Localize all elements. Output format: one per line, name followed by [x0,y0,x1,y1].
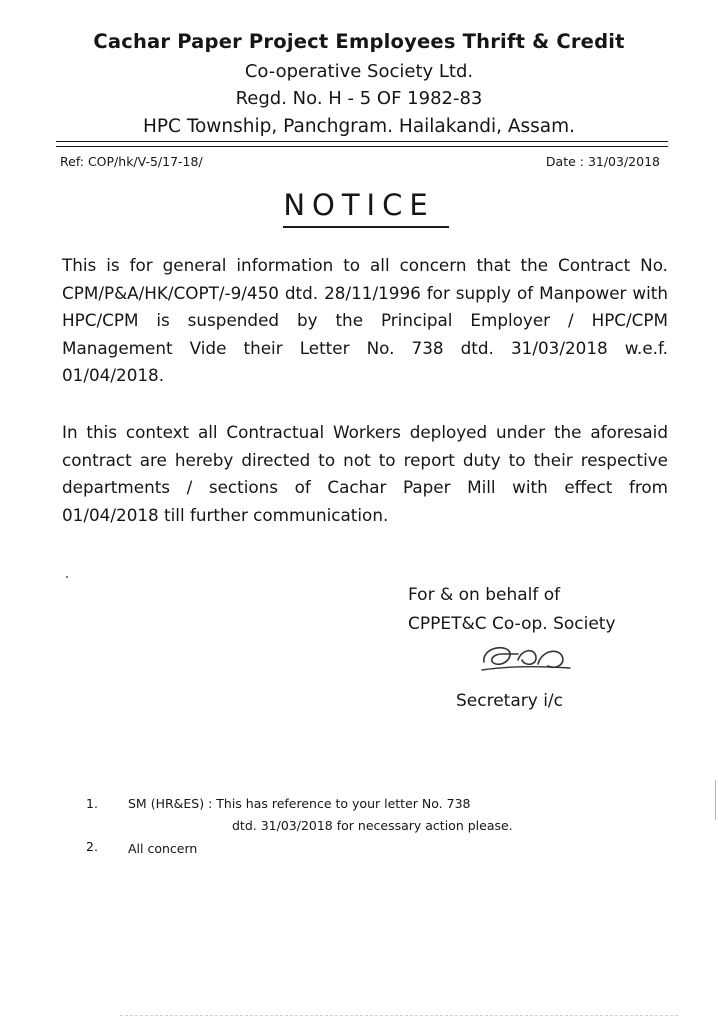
header-rule-top [56,141,668,142]
handwritten-signature [478,636,578,686]
copy-to-item-1: SM (HR&ES) : This has reference to your letter No. 738 [128,796,471,811]
signature-block [408,581,616,639]
organization-type: Co-operative Society Ltd. [244,61,474,82]
stray-dot [66,576,68,578]
signatory-designation: Secretary i/c [456,691,564,711]
reference-number: Ref: COP/hk/V-5/17-18/ [60,154,203,169]
copy-to-item-2: All concern [128,841,198,856]
copy-to-number-2: 2. [86,839,98,854]
title-underline [283,226,449,228]
notice-paragraph-1: This is for general information to all concern that the Contract No. CPM/P&A/HK/COPT/-9/450 dtd. 28/11/1996 for supply of Manpower with HPC/CPM is suspended by the Principal Employer / HPC/CPM Management Vide their Letter No. 738 dtd. 31/03/2018 w.e.f. 01/04/2018. [62,255,668,385]
copy-to-number-1: 1. [86,796,98,811]
scan-bottom-edge [120,1015,678,1016]
notice-paragraph-2: In this context all Contractual Workers deployed under the aforesaid contract are hereby directed to not to report duty to their respective departments / sections of Cachar Paper Mill with effect from 01/04/2018 till further communication. [62,422,668,525]
notice-date: Date : 31/03/2018 [545,154,660,169]
on-behalf-line: For & on behalf of [408,585,561,605]
scan-edge-mark [715,780,716,820]
society-name-line: CPPET&C Co-op. Society [408,614,616,634]
header-rule-bottom [56,146,668,147]
organization-address: HPC Township, Panchgram. Hailakandi, Assam. [142,116,576,137]
registration-number: Regd. No. H - 5 OF 1982-83 [235,88,483,109]
organization-name: Cachar Paper Project Employees Thrift & Credit [93,30,625,53]
notice-title: NOTICE [283,188,435,222]
copy-to-item-1-continued: dtd. 31/03/2018 for necessary action please. [232,818,513,833]
